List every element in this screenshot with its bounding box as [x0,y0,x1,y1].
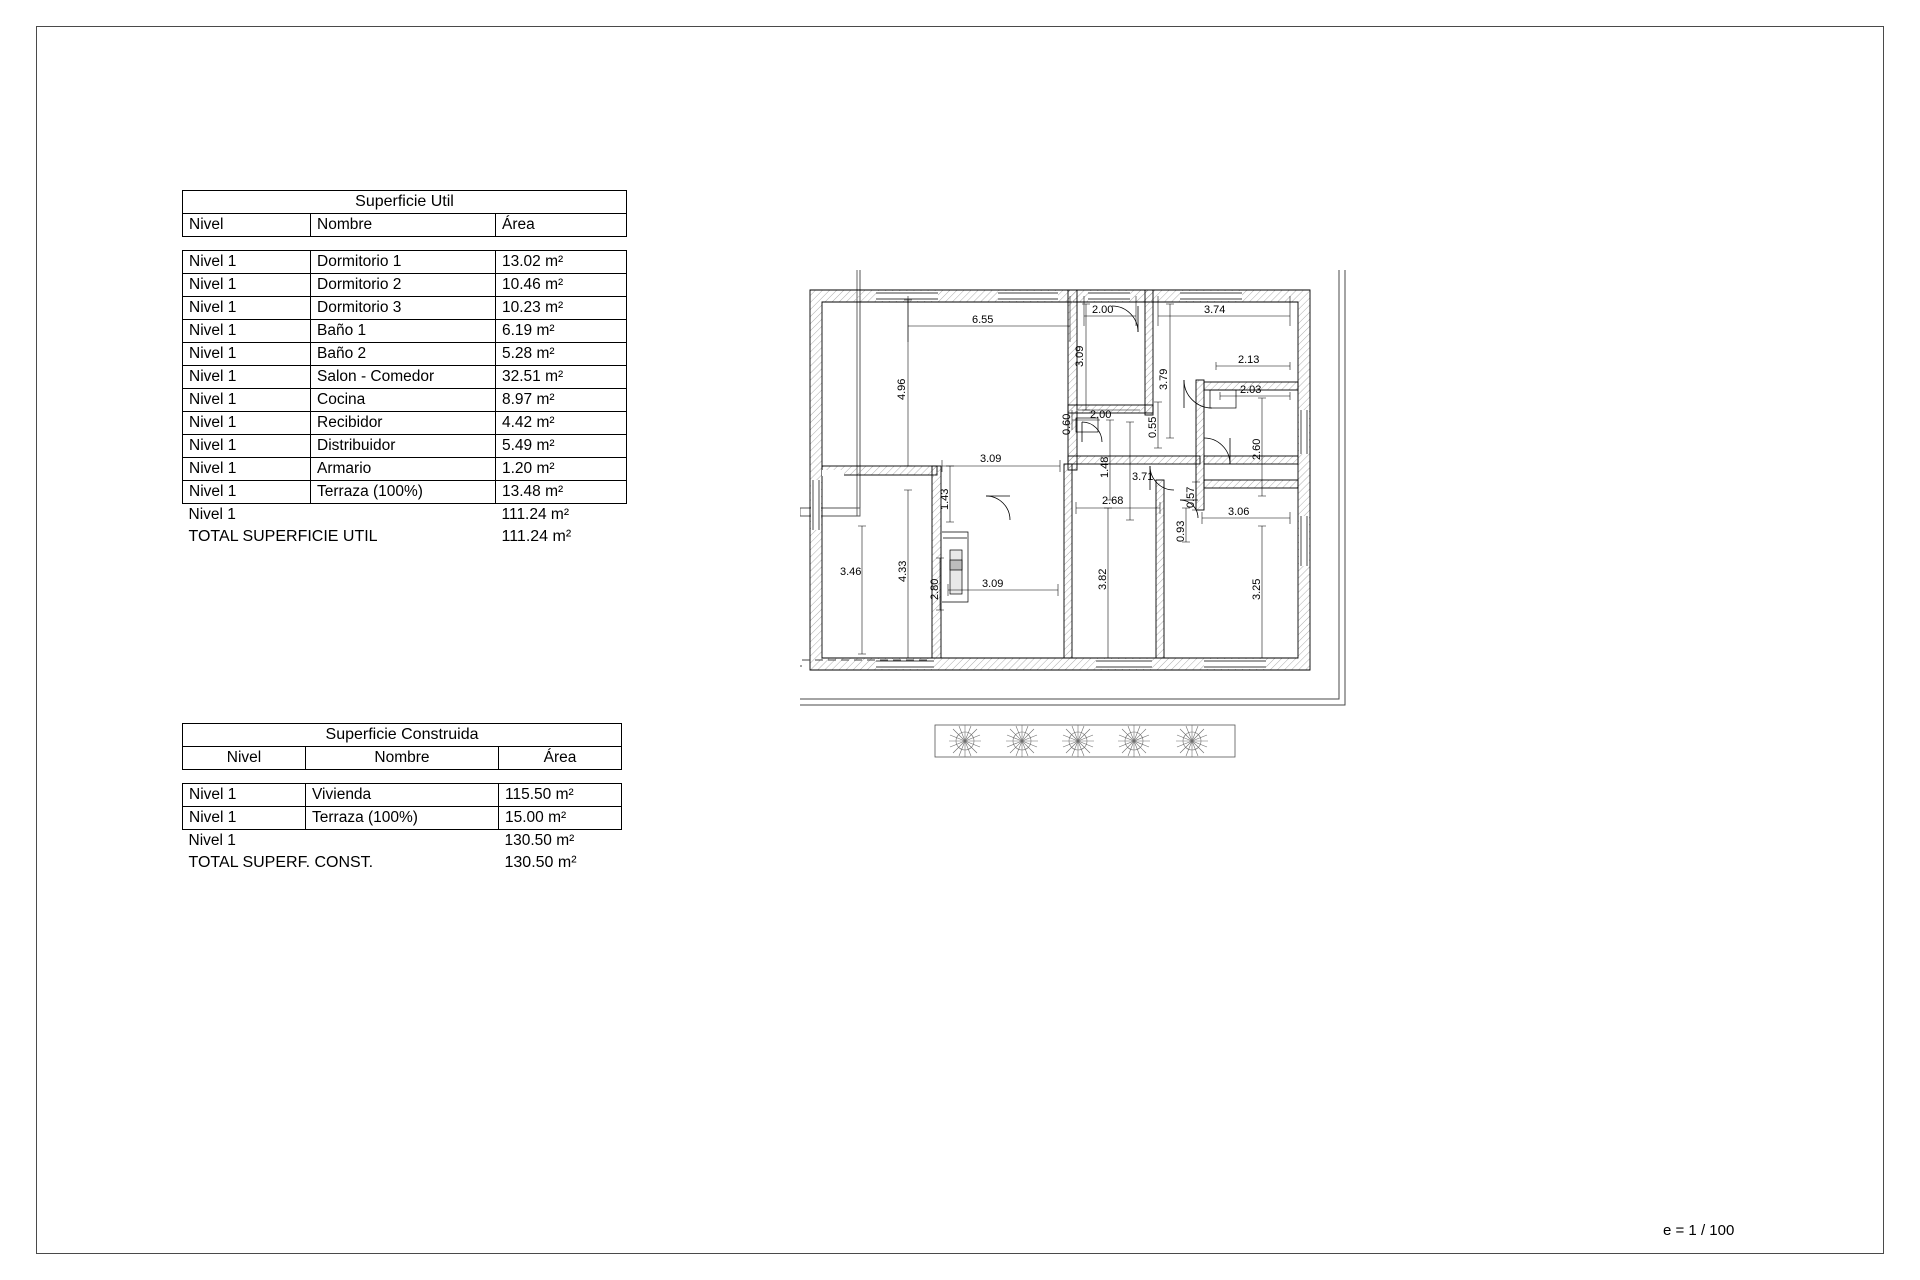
cell-nombre: Dormitorio 2 [311,274,496,297]
dim-2-00-mid: 2.00 [1090,409,1112,421]
cell-nombre: Salon - Comedor [311,366,496,389]
table-header-row [183,214,627,237]
total-area: 111.24 m² [501,528,572,545]
cell-nivel: Nivel 1 [183,458,311,481]
cell-area: 4.42 m² [496,412,627,435]
dim-0-93: 0.93 [1175,520,1187,542]
cell-nivel: Nivel 1 [183,435,311,458]
dim-6-55: 6.55 [972,314,994,326]
dim-3-74: 3.74 [1204,304,1226,316]
dim-1-43: 1.43 [939,488,951,510]
table-row [183,458,627,481]
header-area: Área [499,747,622,770]
floor-plan-drawing [800,270,1680,960]
table-subtotal-row [183,830,622,853]
cell-nivel: Nivel 1 [183,481,311,504]
cell-nivel: Nivel 1 [183,297,311,320]
dim-4-96: 4.96 [896,378,908,400]
table-row [183,366,627,389]
cell-nivel: Nivel 1 [183,807,306,830]
header-nombre: Nombre [311,214,496,237]
total-area: 130.50 m² [504,854,577,871]
cell-area: 32.51 m² [496,366,627,389]
cell-nombre: Armario [311,458,496,481]
cell-area: 115.50 m² [499,784,622,807]
total-label: TOTAL SUPERF. CONST. [188,854,374,871]
table-row [183,251,627,274]
table-row [183,807,622,830]
dim-0-55: 0.55 [1147,416,1159,438]
cell-nivel: Nivel 1 [183,320,311,343]
superficie-util-table [182,190,627,548]
dim-0-57: 0.57 [1185,486,1197,508]
cell-area: 5.49 m² [496,435,627,458]
dim-3-25: 3.25 [1251,578,1263,600]
table-row [183,297,627,320]
table-row [183,481,627,504]
subtotal-nivel: Nivel 1 [188,832,236,849]
cell-area: 1.20 m² [496,458,627,481]
dim-2-68: 2.68 [1102,495,1124,507]
subtotal-spacer [311,504,496,527]
dim-3-06: 3.06 [1228,506,1250,518]
cell-nombre: Baño 2 [311,343,496,366]
dim-3-09-mid: 3.09 [980,453,1002,465]
cell-nivel: Nivel 1 [183,784,306,807]
dim-2-03: 2.03 [1240,384,1262,396]
cell-area: 13.02 m² [496,251,627,274]
cell-area: 6.19 m² [496,320,627,343]
dim-2-13: 2.13 [1238,354,1260,366]
cell-nivel: Nivel 1 [183,389,311,412]
dim-3-71: 3.71 [1132,471,1154,483]
superficie-construida-table [182,723,622,874]
cell-nombre: Distribuidor [311,435,496,458]
header-nivel: Nivel [183,214,311,237]
cell-area: 10.46 m² [496,274,627,297]
cell-area: 15.00 m² [499,807,622,830]
table-row [183,320,627,343]
cell-nombre: Dormitorio 1 [311,251,496,274]
table-row [183,435,627,458]
dim-0-60: 0.60 [1061,413,1073,435]
cell-nivel: Nivel 1 [183,343,311,366]
cell-nivel: Nivel 1 [183,251,311,274]
table-row [183,389,627,412]
header-nombre: Nombre [306,747,499,770]
scale-note: e = 1 / 100 [1663,1222,1735,1239]
table-row [183,343,627,366]
header-nivel: Nivel [183,747,306,770]
cell-nivel: Nivel 1 [183,366,311,389]
total-label: TOTAL SUPERFICIE UTIL [188,528,378,545]
table-subtotal-row [183,504,627,527]
dim-3-79: 3.79 [1158,368,1170,390]
cell-nombre: Recibidor [311,412,496,435]
subtotal-spacer [306,830,499,853]
cell-nivel: Nivel 1 [183,412,311,435]
superficie-util-title: Superficie Util [183,191,627,214]
cell-nombre: Cocina [311,389,496,412]
cell-area: 5.28 m² [496,343,627,366]
dim-2-60: 2.60 [1251,438,1263,460]
cell-area: 13.48 m² [496,481,627,504]
table-header-row [183,747,622,770]
dim-1-48: 1.48 [1099,456,1111,478]
cell-nombre: Terraza (100%) [311,481,496,504]
cell-area: 10.23 m² [496,297,627,320]
dim-2-00-top: 2.00 [1092,304,1114,316]
superficie-construida-title: Superficie Construida [183,724,622,747]
dim-3-09-right: 3.09 [1074,345,1086,367]
dim-2-80: 2.80 [929,578,941,600]
subtotal-area: 111.24 m² [501,506,569,523]
cell-nivel: Nivel 1 [183,274,311,297]
subtotal-area: 130.50 m² [504,832,575,849]
table-total-row [183,852,622,874]
dim-3-09-bottom: 3.09 [982,578,1004,590]
header-area: Área [496,214,627,237]
table-row [183,412,627,435]
table-title-row [183,724,622,747]
dim-3-82: 3.82 [1097,568,1109,590]
table-spacer-row [183,770,622,784]
cell-nombre: Terraza (100%) [306,807,499,830]
cell-nombre: Dormitorio 3 [311,297,496,320]
table-row [183,784,622,807]
cell-nombre: Vivienda [306,784,499,807]
table-title-row [183,191,627,214]
subtotal-nivel: Nivel 1 [188,506,236,523]
table-total-row [183,526,627,548]
dim-3-46: 3.46 [840,566,862,578]
dim-4-33: 4.33 [897,560,909,582]
table-spacer-row [183,237,627,251]
table-row [183,274,627,297]
cell-area: 8.97 m² [496,389,627,412]
cell-nombre: Baño 1 [311,320,496,343]
